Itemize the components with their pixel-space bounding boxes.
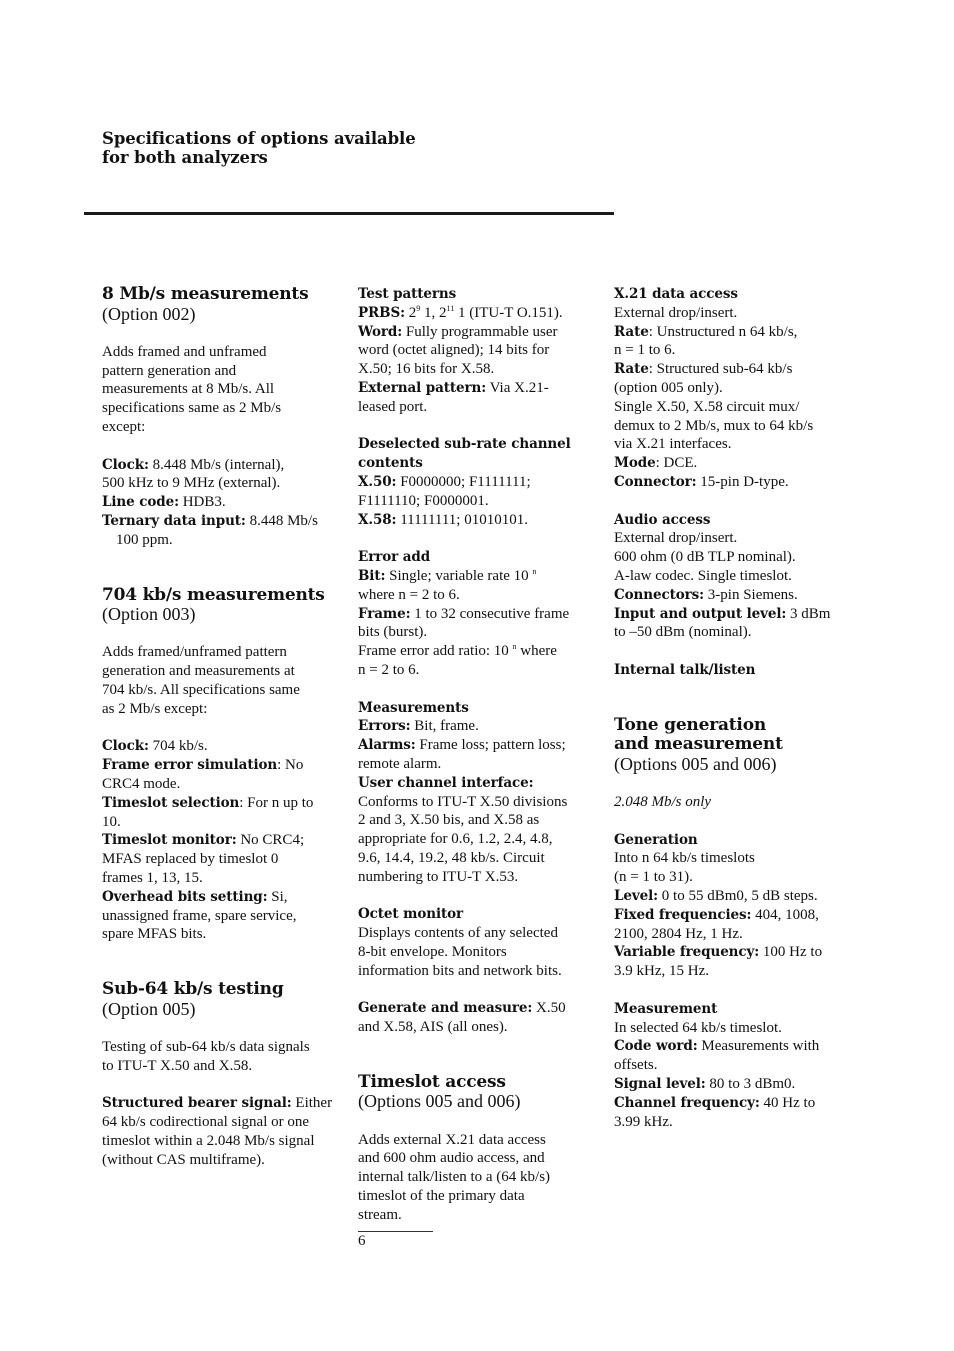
subsection-heading: Octet monitor [358,906,464,923]
section-subtitle: (Option 002) [102,303,196,324]
spec-clock: Clock: 8.448 Mb/s (internal), [102,456,285,473]
column-1 [102,285,344,1169]
section-octet-monitor: Octet monitor Displays contents of any selected 8-bit envelope. Monitors information bits and network bits. [358,905,603,980]
spec-errors: Errors: Bit, frame. [358,718,479,735]
spec-ternary-input: Ternary data input: 8.448 Mb/s [102,512,318,529]
spec-x50: X.50: F0000000; F1111111; [358,473,531,490]
header-line-1: Specifications of options available [102,129,416,148]
section-704kbs: 704 kb/s measurements (Option 003) Adds framed/unframed pattern generation and measurements at 704 kb/s. All specifications same as 2 Mb/s except: Clock: 704 kb/s. Frame error simulation: No CRC4 mode. Timeslot selection: For n up to 10. Timeslot monitor: No CRC4; MFAS replaced by timeslot 0 frames 1, 13, 15. Overhead bits setting: Si, unassigned frame, spare service, spare MFAS bits. [102,586,344,945]
spec-frame-error-simulation: Frame error simulation: No [102,757,304,774]
section-intro: Adds framed/unframed pattern generation and measurements at 704 kb/s. All specifications same as 2 Mb/s except: [102,644,300,717]
spec-alarms: Alarms: Frame loss; pattern loss; [358,737,566,754]
section-8mbs: 8 Mb/s measurements (Option 002) Adds framed and unframed pattern generation and measurements at 8 Mb/s. All specifications same as 2 Mb/s except: Clock: 8.448 Mb/s (internal), 500 kHz to 9 MHz (external). Line code: HDB3. Ternary data input: 8.448 Mb/s 100 ppm. [102,285,344,550]
section-audio-access: Audio access External drop/insert. 600 ohm (0 dB TLP nominal). A-law codec. Single timeslot. Connectors: 3-pin Siemens. Input and output level: 3 dBm to –50 dBm (nominal). [614,511,854,643]
column-2 [358,285,603,1225]
section-generate-measure: Generate and measure: X.50 and X.58, AIS (all ones). [358,999,603,1037]
spec-channel-frequency: Channel frequency: 40 Hz to [614,1094,816,1111]
spec-clock: Clock: 704 kb/s. [102,738,208,755]
footer-rule [358,1231,433,1232]
spec-bit: Bit: Single; variable rate 10 $^n$ [358,566,537,584]
spec-structured-bearer: Structured bearer signal: Either [102,1095,333,1112]
section-title: 8 Mb/s measurements [102,284,309,304]
page-header [102,129,416,167]
section-title: Sub-64 kb/s testing [102,979,284,1000]
section-deselected-subrate: Deselected sub-rate channel contents X.50: F0000000; F1111111; F1111110; F0000001. X.58: 11111111; 01010101. [358,435,603,529]
spec-code-word: Code word: Measurements with [614,1038,820,1055]
section-title: Tone generation [614,714,766,735]
spec-word: Word: Fully programmable user [358,323,558,340]
spec-fixed-frequencies: Fixed frequencies: 404, 1008, [614,906,819,923]
section-subtitle: (Options 005 and 006) [358,1091,521,1112]
spec-x58: X.58: 11111111; 01010101. [358,511,528,528]
subsection-heading: Deselected sub-rate channel [358,436,571,453]
section-error-add: Error add Bit: Single; variable rate 10 $^n$ where n = 2 to 6. Frame: 1 to 32 consecutive frame bits (burst). Frame error add ratio: 10 $^n$ where n = 2 to 6. [358,548,603,680]
spec-variable-frequency: Variable frequency: 100 Hz to [614,944,823,961]
spec-frame: Frame: 1 to 32 consecutive frame [358,605,570,622]
section-subtitle: (Option 005) [102,998,196,1019]
section-x21-data-access: X.21 data access External drop/insert. Rate: Unstructured n 64 kb/s, n = 1 to 6. Rate: Structured sub-64 kb/s (option 005 only). Single X.50, X.58 circuit mux/ demux to 2 Mb/s, mux to 64 kb/s via X.21 interfaces. Mode: DCE. Connector: 15-pin D-type. [614,285,854,492]
column-3 [614,285,854,1131]
section-tone-generation: Tone generation and measurement (Options 005 and 006) 2.048 Mb/s only Generation Into n 64 kb/s timeslots (n = 1 to 31). Level: 0 to 55 dBm0, 5 dB steps. Fixed frequencies: 404, 1008, 2100, 2804 Hz, 1 Hz. Variable frequency: 100 Hz to 3.9 kHz, 15 Hz. Measurement In selected 64 kb/s timeslot. Code word: Measurements with offsets. Signal level: 80 to 3 dBm0. Channel frequency: 40 Hz to 3.99 kHz. [614,716,854,1132]
spec-mode: Mode: DCE. [614,455,698,472]
section-internal-talk-listen [614,661,854,680]
section-intro: Testing of sub-64 kb/s data signals to ITU-T X.50 and X.58. [102,1038,310,1074]
section-timeslot-access: Timeslot access (Options 005 and 006) Adds external X.21 data access and 600 ohm audio access, and internal talk/listen to a (64 kb/s) timeslot of the primary data stream. [358,1073,603,1225]
subsection-heading: Test patterns [358,286,457,302]
spec-overhead-bits: Overhead bits setting: Si, [102,888,288,905]
spec-user-channel-interface: User channel interface: [358,774,534,791]
spec-timeslot-monitor: Timeslot monitor: No CRC4; [102,832,305,849]
subsection-heading: Audio access [614,511,711,528]
spec-prbs: PRBS: $2^9$ 1, $2^{11}$ 1 (ITU-T O.151). [358,303,563,321]
subsection-heading: X.21 data access [614,286,738,302]
section-title: 704 kb/s measurements [102,584,325,605]
spec-generate-measure: Generate and measure: X.50 [358,1000,566,1017]
section-subtitle: (Options 005 and 006) [614,753,777,774]
spec-line-code: Line code: HDB3. [102,494,226,511]
subsection-heading: Measurement [614,1000,718,1017]
spec-rate-structured: Rate: Structured sub-64 kb/s [614,361,793,378]
header-rule [84,212,614,215]
spec-external-pattern: External pattern: Via X.21- [358,379,549,396]
spec-connector: Connector: 15-pin D-type. [614,473,789,490]
spec-connectors: Connectors: 3-pin Siemens. [614,586,798,603]
section-title: Timeslot access [358,1071,506,1092]
subsection-heading: Generation [614,831,698,848]
subsection-heading: Error add [358,549,431,566]
spec-timeslot-selection: Timeslot selection: For n up to [102,794,314,811]
section-intro: Adds framed and unframed pattern generation and measurements at 8 Mb/s. All specifications same as 2 Mb/s except: [102,343,282,435]
spec-signal-level: Signal level: 80 to 3 dBm0. [614,1075,796,1092]
section-sub64: Sub-64 kb/s testing (Option 005) Testing of sub-64 kb/s data signals to ITU-T X.50 and X.58. Structured bearer signal: Either 64 kb/s codirectional signal or one timeslot within a 2.048 Mb/s signal (without CAS multiframe). [102,980,344,1169]
spec-io-level: Input and output level: 3 dBm [614,605,831,622]
subsection-heading: Internal talk/listen [614,661,756,678]
spec-rate-unstructured: Rate: Unstructured n 64 kb/s, [614,323,798,340]
header-line-2: for both analyzers [102,148,268,167]
spec-level: Level: 0 to 55 dBm0, 5 dB steps. [614,888,818,905]
section-test-patterns: Test patterns PRBS: $2^9$ 1, $2^{11}$ 1 (ITU-T O.151). Word: Fully programmable user word (octet aligned); 14 bits for X.50; 16 bits for X.58. External pattern: Via X.21- leased port. [358,285,603,417]
section-measurements: Measurements Errors: Bit, frame. Alarms: Frame loss; pattern loss; remote alarm. User channel interface: Conforms to ITU-T X.50 divisions 2 and 3, X.50 bis, and X.58 as appropriate for 0.6, 1.2, 2.4, 4.8, 9.6, 14.4, 19.2, 48 kb/s. Circuit numbering to ITU-T X.53. [358,699,603,887]
section-subtitle: (Option 003) [102,604,196,625]
subsection-heading: Measurements [358,699,469,716]
note-italic: 2.048 Mb/s only [614,794,712,811]
page-number: 6 [358,1233,366,1249]
spec-frame-error-ratio: Frame error add ratio: 10 $^n$ where [358,642,557,660]
